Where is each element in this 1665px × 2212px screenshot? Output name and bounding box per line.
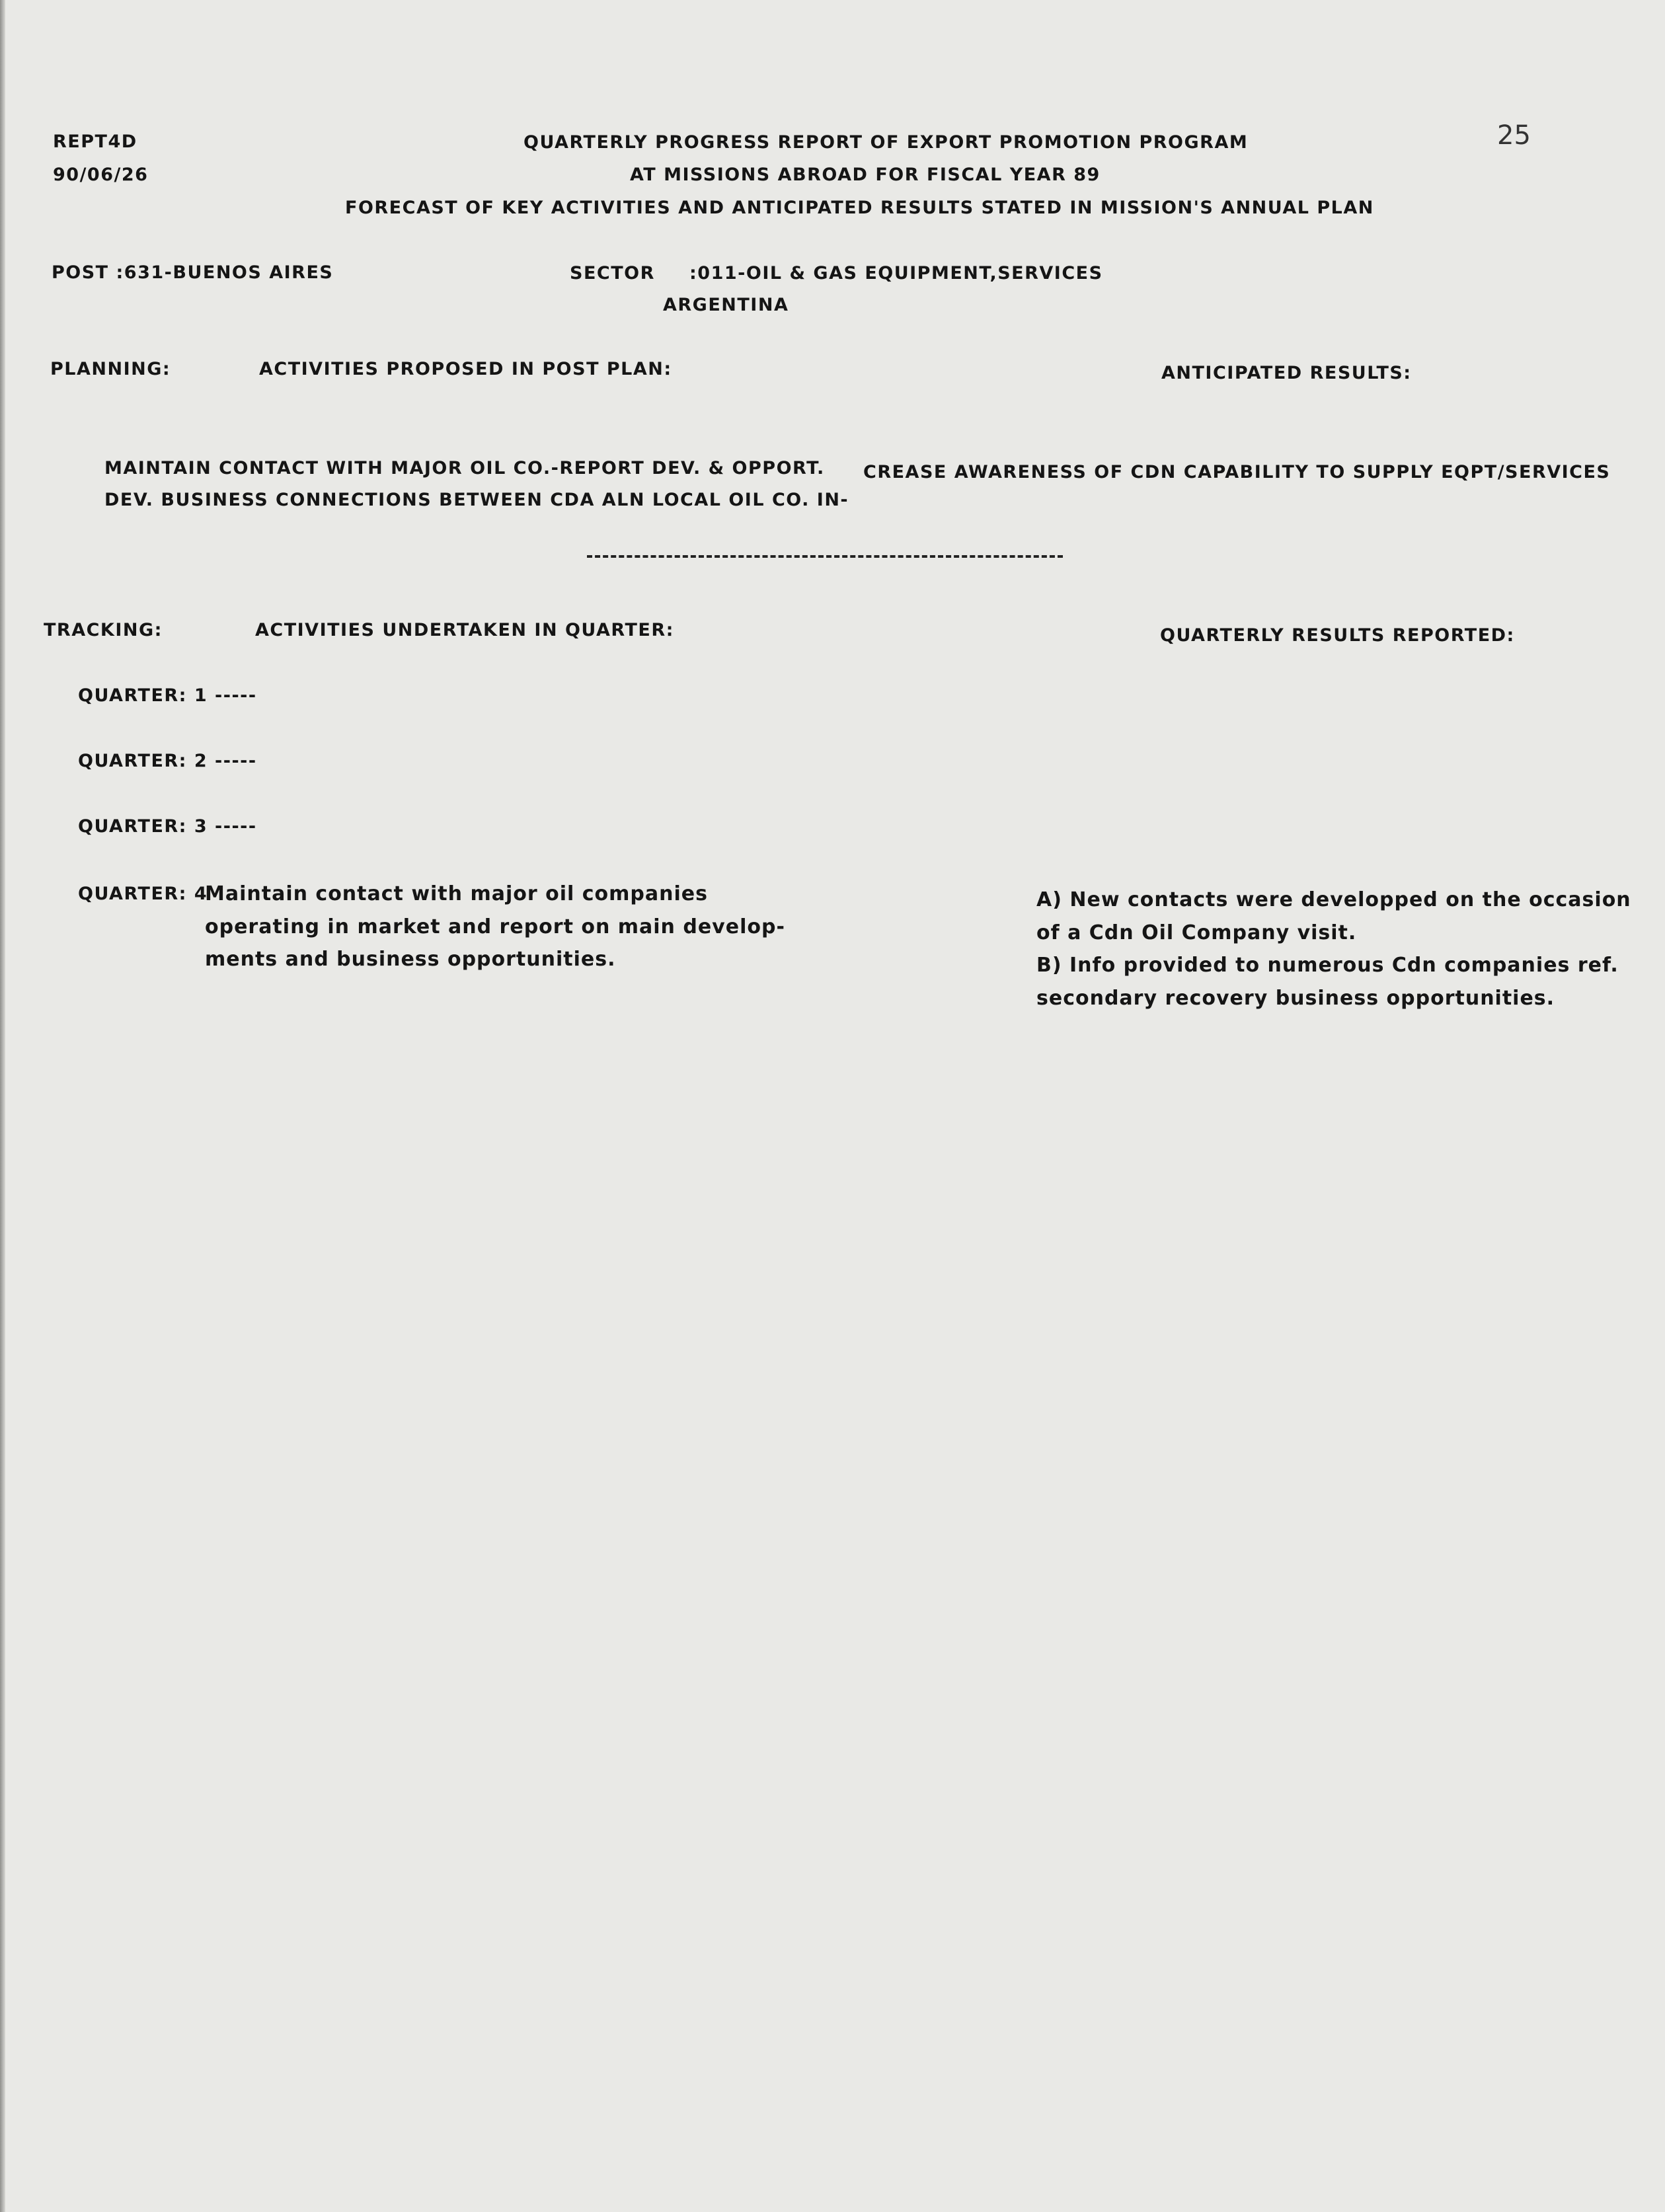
quarter-3: QUARTER: 3 ----- — [78, 816, 257, 837]
planning-activity-line2: DEV. BUSINESS CONNECTIONS BETWEEN CDA ALN LOCAL OIL CO. IN- — [104, 490, 849, 510]
report-title-line2: AT MISSIONS ABROAD FOR FISCAL YEAR 89 — [630, 165, 1101, 185]
report-date: 90/06/26 — [53, 165, 149, 185]
tracking-label: TRACKING: — [44, 620, 163, 640]
quarter-4-result-line1: A) New contacts were developped on the occasion — [1036, 888, 1631, 911]
quarter-4-label: QUARTER: 4 — [78, 884, 208, 904]
planning-label: PLANNING: — [50, 359, 171, 379]
quarter-4-activity-line2: operating in market and report on main develop- — [205, 915, 785, 938]
report-code: REPT4D — [53, 132, 137, 152]
section-divider-text — [0, 0, 1, 1]
sector-value: :011-OIL & GAS EQUIPMENT,SERVICES — [689, 263, 1103, 284]
report-title-line3: FORECAST OF KEY ACTIVITIES AND ANTICIPATED RESULTS STATED IN MISSION'S ANNUAL PLAN — [345, 198, 1374, 218]
post-label: POST :631-BUENOS AIRES — [52, 262, 334, 283]
sector-label: SECTOR — [570, 263, 655, 284]
report-title-line1: QUARTERLY PROGRESS REPORT OF EXPORT PROMOTION PROGRAM — [523, 132, 1249, 153]
quarter-4-result-line4: secondary recovery business opportunities. — [1036, 987, 1555, 1010]
planning-activities-heading: ACTIVITIES PROPOSED IN POST PLAN: — [259, 359, 672, 379]
quarter-4-activity-line1: Maintain contact with major oil companies — [205, 882, 708, 905]
quarter-4-result-line3: B) Info provided to numerous Cdn companies ref. — [1036, 954, 1619, 977]
planning-activity-line1: MAINTAIN CONTACT WITH MAJOR OIL CO.-REPORT DEV. & OPPORT. — [104, 458, 825, 478]
planning-result-line1: CREASE AWARENESS OF CDN CAPABILITY TO SUPPLY EQPT/SERVICES — [863, 462, 1611, 482]
page-edge — [0, 0, 5, 2212]
tracking-results-heading: QUARTERLY RESULTS REPORTED: — [1160, 625, 1515, 646]
country: ARGENTINA — [663, 295, 789, 315]
quarter-4-activity-line3: ments and business opportunities. — [205, 948, 616, 971]
tracking-activities-heading: ACTIVITIES UNDERTAKEN IN QUARTER: — [255, 620, 674, 640]
quarter-2: QUARTER: 2 ----- — [78, 751, 257, 771]
planning-results-heading: ANTICIPATED RESULTS: — [1161, 363, 1412, 383]
page-number: 25 — [1497, 120, 1531, 151]
section-divider — [587, 555, 1063, 558]
quarter-1: QUARTER: 1 ----- — [78, 685, 257, 706]
quarter-4-result-line2: of a Cdn Oil Company visit. — [1036, 921, 1357, 944]
